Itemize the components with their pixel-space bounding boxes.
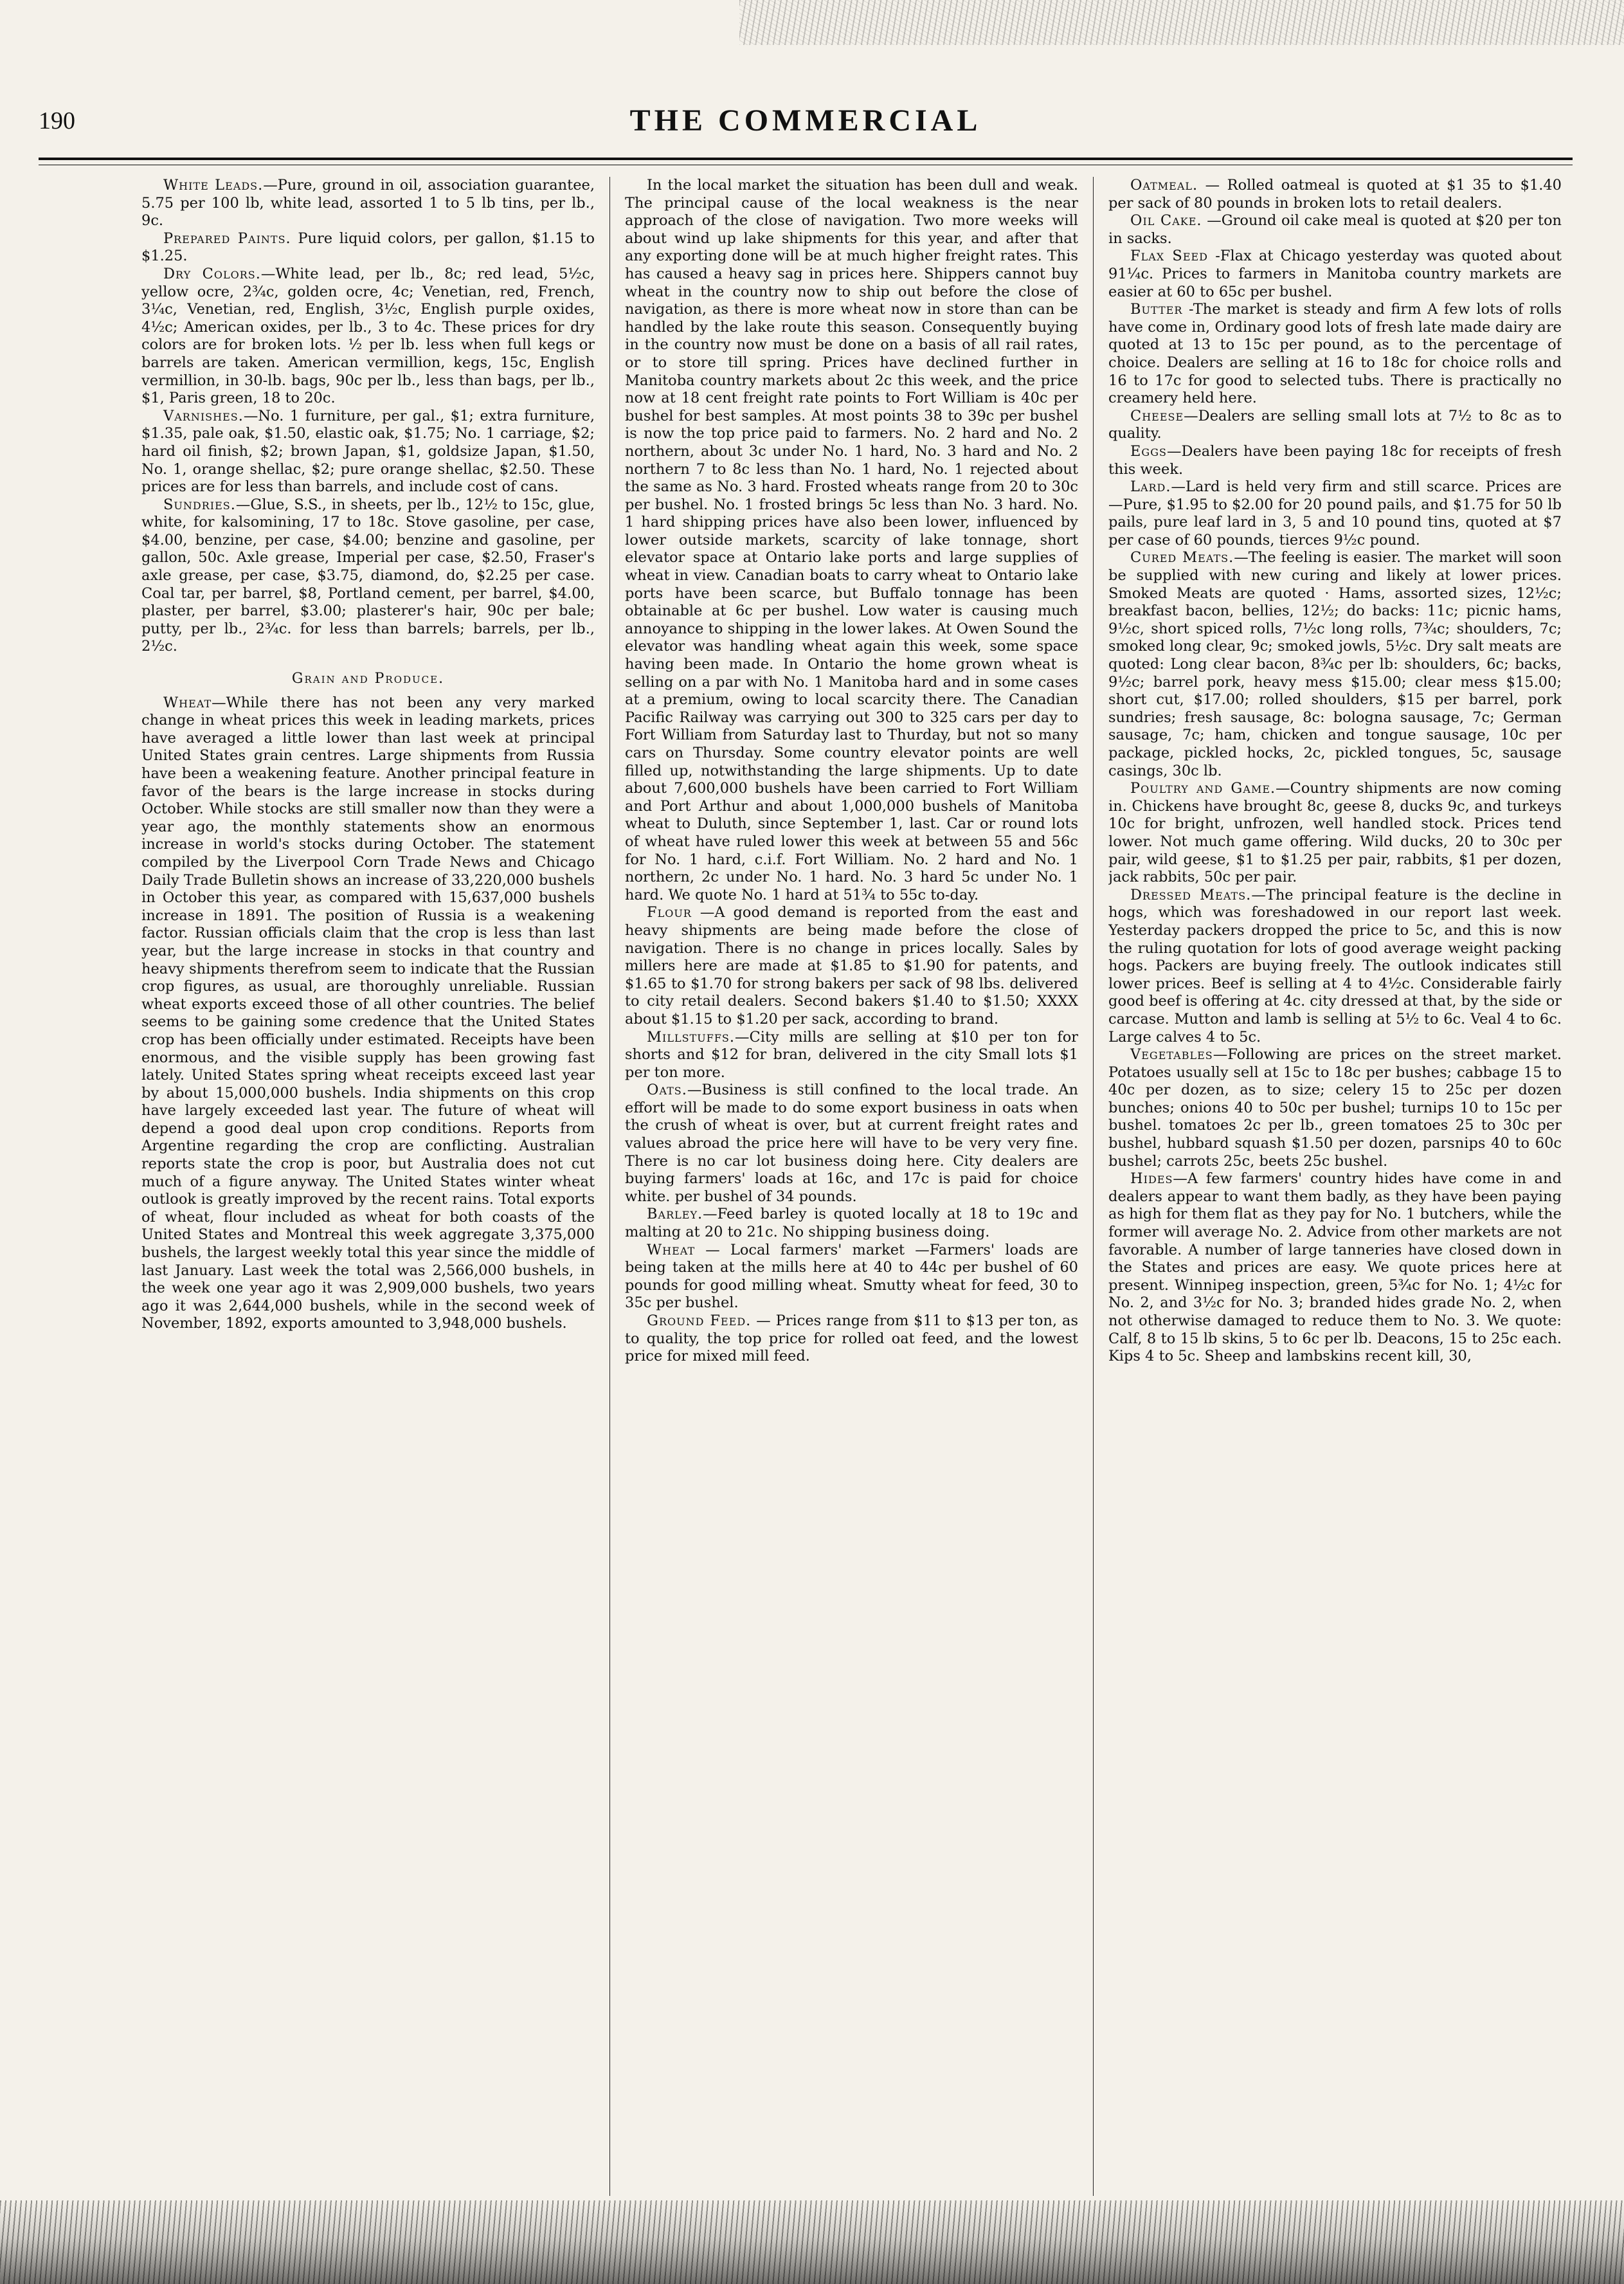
paragraph-hides [1108,1170,1562,1366]
paragraph-body: —Lard is held very firm and still scarce. Prices are —Pure, $1.95 to $2.00 for 20 pound pails, and $1.75 for 50 lb pails, pure leaf lard in 3, 5 and 10 pound tins, quoted at $7 per case of 60 pounds, tierces 9½c pound. [1108,478,1562,548]
paragraph-body: — Local farmers' market —Farmers' loads are being taken at the mills here at 40 to 44c per bushel of 60 pounds for good milling wheat. Smutty wheat for feed, 30 to 35c per bushel. [625,1241,1078,1312]
masthead-title: THE COMMERCIAL [629,104,982,138]
paragraph-flour [625,904,1078,1028]
paragraph-oil-cake [1108,212,1562,248]
paragraph-sundries [141,496,595,656]
paragraph-body: —While there has not been any very marked change in wheat prices this week in leading markets, prices have averaged a little lower than last week at principal United States grain centres. Large shipments from Russia have been a weakening feature. Another principal feature in favor of the bears is the large increase in stocks during October. While stocks are still smaller now than they were a year ago, the monthly statements show an enormous increase in world's stocks during October. The statement compiled by the Liverpool Corn Trade News and Chicago Daily Trade Bulletin shows an increase of 33,220,000 bushels in October this year, as compared with 15,637,000 bushels increase in 1891. The position of Russia is a weakening factor. Russian officials claim that the crop is less than last year, but the large increase in stocks in that country and heavy shipments therefrom seem to indicate that the Russian crop figures, as usual, are thoroughly unreliable. Russian wheat exports exceed those of all other countries. The belief seems to be gaining some credence that the United States crop has been officially under estimated. Receipts have been enormous, and the visible supply has been growing fast lately. United States spring wheat receipts exceed last year by about 15,000,000 bushels. India shipments on this crop have largely exceeded last year. The future of wheat will depend a good deal upon crop conditions. Reports from Argentine regarding the crop are conflicting. Australian reports state the crop is poor, but Australia does not cut much of a figure anyway. The United States winter wheat outlook is greatly improved by the recent rains. Total exports of wheat, flour included as wheat for both coasts of the United States and Montreal this week aggregate 3,375,000 bushels, the largest weekly total this year since the middle of last January. Last week the total was 2,566,000 bushels, in the week one year ago it was 2,909,000 bushels, two years ago it was 2,644,000 bushels, while in the second week of November, 1892, exports amounted to 3,948,000 bushels. [141,694,595,1332]
paragraph-wheat [141,694,595,1333]
article-columns [141,177,1607,2196]
page-header [39,103,1573,154]
paragraph-body: —Following are prices on the street market. Potatoes usually sell at 15c to 18c per bushes; cabbage 15 to 40c per dozen, as to size; celery 15 to 25c per dozen bunches; onions 40 to 50c per bushel; turnips 10 to 15c per bushel. tomatoes 2c per lb., green tomatoes 25 to 30c per bushel, hubbard squash $1.50 per dozen, parsnips 40 to 60c bushel; carrots 25c, beets 25c bushel. [1108,1046,1562,1170]
paragraph-lead: Varnishes. [163,407,244,424]
paragraph-prepared-paints [141,230,595,266]
paragraph-body: —Glue, S.S., in sheets, per lb., 12½ to 15c, glue, white, for kalsomining, 17 to 18c. Stove gasoline, per case, $4.00, benzine, per case, $4.00; benzine and gasoline, per gallon, 50c. Axle grease, Imperial per case, $2.50, Fraser's axle grease, per case, $3.75, diamond, do, $2.25 per case. Coal tar, per barrel, $8, Portland cement, per barrel, $4.00, plaster, per barrel, $3.00; plasterer's hair, 90c per bale; putty, per lb., 2¾c. for less than barrels; barrels, per lb., 2½c. [141,496,595,655]
paragraph-oatmeal [1108,177,1562,212]
paragraph-lead: Hides [1130,1170,1173,1188]
paragraph-cured-meats [1108,549,1562,780]
paragraph-body: —The principal feature is the decline in hogs, which was foreshadowed in our report last week. Yesterday packers dropped the price to 5c, and this is now the ruling quotation for lots of good average weight packing hogs. Packers are buying freely. The outlook indicates still lower prices. Beef is selling at 4 to 4½c. Considerable fairly good beef is offering at 4c. city dressed at that, by the side or carcase. Mutton and lamb is selling at 5½ to 6c. Veal 4 to 6c. Large calves 4 to 5c. [1108,886,1562,1046]
paragraph-body: —Pure, ground in oil, association guarantee, 5.75 per 100 lb, white lead, assorted 1 to 5 lb tins, per lb., 9c. [141,177,595,230]
paragraph-lead: Oatmeal. [1130,177,1198,194]
paragraph-body: —Country shipments are now coming in. Chickens have brought 8c, geese 8, ducks 9c, and turkeys 10c for bright, unfrozen, well handled stock. Prices tend lower. Not much game offering. Wild ducks, 20 to 30c per pair, wild geese, $1 to $1.25 per pair, rabbits, $1 per dozen, jack rabbits, 50c per pair. [1108,780,1562,886]
paragraph-lead: Ground Feed. [647,1312,752,1329]
paragraph-dressed-meats [1108,887,1562,1046]
paragraph-lead: Dry Colors. [163,265,261,282]
header-rule-thick [39,158,1573,160]
paragraph-millstuffs [625,1029,1078,1082]
paragraph-body: —White lead, per lb., 8c; red lead, 5½c, yellow ocre, 2¾c, golden ocre, 4c; Venetian, red, French, 3¼c, Venetian, red, English, 3½c, English purple oxides, 4½c; American oxides, per lb., 3 to 4c. These prices for dry colors are for broken lots. ½ per lb. less when full kegs or barrels are taken. American vermillion, kegs, 15c, English vermillion, in 30-lb. bags, 90c per lb., less than bags, per lb., $1, Paris green, 18 to 20c. [141,265,595,407]
paragraph-ground-feed [625,1312,1078,1366]
paragraph-body: -Flax at Chicago yesterday was quoted about 91¼c. Prices to farmers in Manitoba country markets are easier at 60 to 65c per bushel. [1108,248,1562,300]
paragraph-lead: Flax Seed [1130,248,1209,265]
paragraph-lead: Wheat [647,1241,696,1258]
section-heading: Grain and Produce. [291,671,445,687]
column-3 [1108,177,1562,2196]
paragraph-body: —Feed barley is quoted locally at 18 to 19c and malting at 20 to 21c. No shipping business doing. [625,1206,1078,1241]
paragraph-body: —No. 1 furniture, per gal., $1; extra furniture, $1.35, pale oak, $1.50, elastic oak, $1.75; No. 1 carriage, $2; hard oil finish, $2; brown Japan, $1, goldsize Japan, $1.50, No. 1, orange shellac, $2; pure orange shellac, $2.50. These prices are for less than barrels, and include cost of cans. [141,407,595,496]
paragraph-local-market: In the local market the situation has been dull and weak. The principal cause of the local weakness is the near approach of the close of navigation. Two more weeks will about wind up lake shipments for this year, and after that any exporting done will be at much higher freight rates. This has caused a heavy sag in prices here. Shippers cannot buy wheat in the country now to ship out before the close of navigation, as there is more wheat now in store than can be handled by the lake route this season. Consequently buying in the country now must be done on a basis of all rail rates, or to store till spring. Prices have declined further in Manitoba country markets about 2c this week, and the price now at 18 cent freight rate points to Fort William is 40c per bushel for best samples. At most points 38 to 39c per bushel is now the top price paid to farmers. No. 2 hard and No. 2 northern, about 3c under No. 1 hard, No. 3 hard and No. 2 northern 7 to 8c less than No. 1 hard, No. 1 rejected about the same as No. 3 hard. Frosted wheats range from 20 to 30c per bushel. No. 1 frosted brings 5c less than No. 3 hard. No. 1 hard shipping prices have also been lower, influenced by lower outside markets, scarcity of lake tonnage, short elevator space at Ontario lake ports and large supplies of wheat in view. Canadian boats to carry wheat to Ontario lake ports have been scarce, but Buffalo tonnage has been obtainable at 6c per bushel. Low water is causing much annoyance to shipping in the lower lakes. At Owen Sound the elevator was handling wheat again this week, some space having been made. In Ontario the home grown wheat is selling on a par with No. 1 Manitoba hard and in some cases at a premium, owing to local scarcity there. The Canadian Pacific Railway was carrying out 300 to 325 cars per day to Fort William from Saturday last to Thurday, but not so many cars on Thursday. Some country elevator points are well filled up, notwithstanding the large shipments. Up to date about 7,600,000 bushels have been carried to Fort William and Port Arthur and about 1,000,000 bushels of Manitoba wheat to Duluth, since September 1, last. Car or round lots of wheat have ruled lower this week at between 55 and 56c for No. 1 hard, c.i.f. Fort William. No. 2 hard and No. 1 northern, 2c under No. 1 hard. No. 3 hard 5c under No. 1 hard. We quote No. 1 hard at 51¾ to 55c to-day. [625,177,1078,903]
paragraph-lead: Barley. [647,1206,703,1223]
paragraph-lead: Prepared Paints. [163,230,291,247]
paragraph-body: — Prices range from $11 to $13 per ton, as to quality, the top price for rolled oat feed, and the lowest price for mixed mill feed. [625,1312,1078,1365]
paragraph-body: —A good demand is reported from the east and heavy shipments are being made before the close of navigation. There is no change in prices locally. Sales by millers here are made at $1.85 to $1.90 for patents, and $1.65 to $1.70 for strong bakers per sack of 98 lbs. delivered to city retail dealers. Second bakers $1.40 to $1.50; XXXX about $1.15 to $1.20 per sack, according to brand. [625,904,1078,1028]
paragraph-butter [1108,301,1562,408]
paragraph-eggs [1108,443,1562,478]
page-number: 190 [39,107,75,134]
paragraph-oats [625,1082,1078,1206]
paragraph-body: —A few farmers' country hides have come in and dealers appear to want them badly, as they have been paying as high for them flat as they pay for No. 1 butchers, while the former will average No. 2. Advice from other markets are not favorable. A number of large tanneries have closed down in the States and prices are easy. We quote prices here at present. Winnipeg inspection, green, 5¾c for No. 1; 4½c for No. 2, and 3½c for No. 3; branded hides grade No. 2, when not otherwise damaged to reduce them to No. 3. We quote: Calf, 8 to 15 lb skins, 5 to 6c per lb. Deacons, 15 to 25c each. Kips 4 to 5c. Sheep and lambskins recent kill, 30, [1108,1170,1562,1365]
paragraph-lead: Millstuffs. [647,1028,735,1046]
paragraph-lead: Oil Cake. [1130,212,1202,230]
paragraph-body: —City mills are selling at $10 per ton for shorts and $12 for bran, delivered in the city Small lots $1 per ton more. [625,1028,1078,1081]
column-divider [1093,177,1094,2196]
paragraph-lead: Cured Meats. [1130,549,1234,566]
paragraph-lead: Vegetables [1130,1046,1213,1064]
scan-noise-top [739,0,1624,45]
paragraph-body: -The market is steady and firm A few lots of rolls have come in, Ordinary good lots of fresh late made dairy are quoted at 13 to 15c per pound, as to the percentage of choice. Dealers are selling at 16 to 18c for choice rolls and 16 to 17c for good to selected tubs. There is practically no creamery held here. [1108,301,1562,407]
column-divider [609,177,610,2196]
paragraph-poultry-game [1108,780,1562,887]
paragraph-cheese [1108,408,1562,443]
paragraph-wheat-farmers [625,1242,1078,1312]
column-1 [141,177,595,2196]
paragraph-lard [1108,478,1562,549]
paragraph-lead: Eggs [1130,442,1167,460]
paragraph-body: —Dealers are selling small lots at 7½ to 8c as to quality. [1108,407,1562,442]
column-2 [625,177,1078,2196]
paragraph-varnishes [141,408,595,496]
scan-noise-bottom [0,2200,1624,2284]
paragraph-dry-colors [141,266,595,408]
paragraph-barley [625,1206,1078,1241]
paragraph-lead: Dressed Meats. [1130,886,1252,903]
paragraph-body: Pure liquid colors, per gallon, $1.15 to $1.25. [141,230,595,265]
paragraph-lead: Sundries. [163,496,236,513]
paragraph-white-leads [141,177,595,230]
paragraph-vegetables [1108,1046,1562,1170]
paragraph-lead: White Leads. [163,177,264,194]
paragraph-body: —Ground oil cake meal is quoted at $20 per ton in sacks. [1108,212,1562,247]
paragraph-lead: Lard. [1130,478,1171,496]
paragraph-body: —The feeling is easier. The market will soon be supplied with new curing and likely at lower prices. Smoked Meats are quoted · Hams, assorted sizes, 12½c; breakfast bacon, bellies, 12½; do backs: 11c; picnic hams, 9½c, short spiced rolls, 7½c long rolls, 7¾c; shoulders, 7c; smoked long clear, 9c; smoked jowls, 5½c. Dry salt meats are quoted: Long clear bacon, 8¾c per lb: shoulders, 6c; backs, 9½c; barrel pork, heavy mess $15.00; clear mess $15.00; short cut, $17.00; rolled shoulders, $15 per barrel, pork sundries; fresh sausage, 8c: bologna sausage, 7c; German sausage, 7c; ham, chicken and tongue sausage, 10c per package, pickled hocks, 2c, pickled tongues, 5c, sausage casings, 30c lb. [1108,549,1562,779]
paragraph-lead: Flour [647,904,692,921]
paragraph-lead: Wheat [163,694,212,711]
paragraph-body: — Rolled oatmeal is quoted at $1 35 to $1.40 per sack of 80 pounds in broken lots to retail dealers. [1108,177,1562,212]
paragraph-lead: Butter [1130,301,1183,318]
paragraph-lead: Cheese [1130,407,1184,424]
paragraph-flax-seed [1108,248,1562,301]
paragraph-lead: Poultry and Game. [1130,780,1276,797]
paragraph-body: —Business is still confined to the local trade. An effort will be made to do some export business in oats when the crush of wheat is over, but at current freight rates and values abroad the price here will have to be very very fine. There is no car lot business doing here. City dealers are buying farmers' loads at 16c, and 17c is paid for choice white. per bushel of 34 pounds. [625,1082,1078,1205]
paragraph-lead: Oats. [647,1082,687,1099]
paragraph-body: —Dealers have been paying 18c for receipts of fresh this week. [1108,442,1562,478]
